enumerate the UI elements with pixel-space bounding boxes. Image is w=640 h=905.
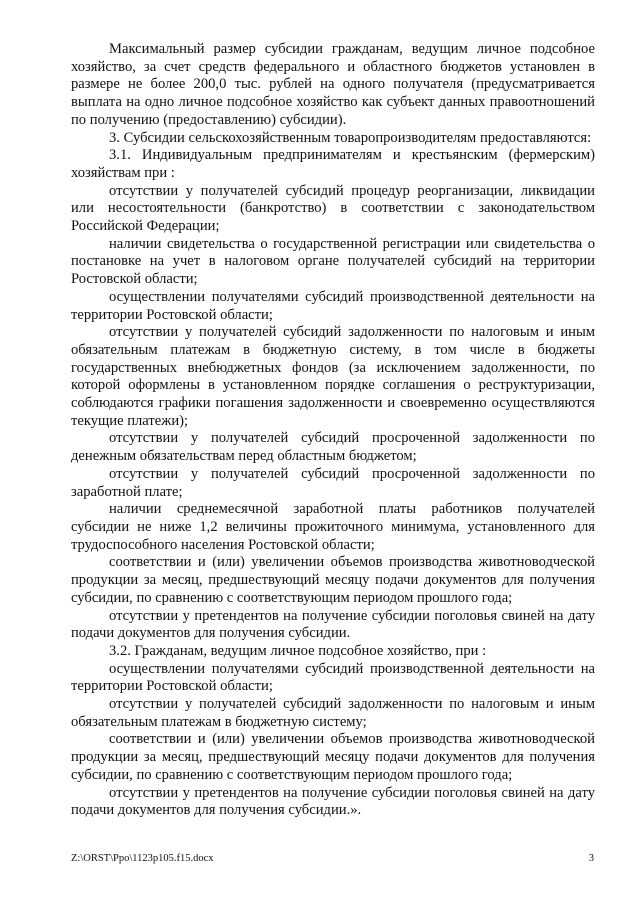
paragraph-condition-activity: осуществлении получателями субсидий производственной деятельности на территории Ростовской области;: [71, 288, 595, 323]
paragraph-condition-no-wage-debt: отсутствии у получателей субсидий просроченной задолженности по заработной плате;: [71, 465, 595, 500]
footer-page-number: 3: [588, 853, 594, 864]
paragraph-condition-average-wage: наличии среднемесячной заработной платы работников получателей субсидии не ниже 1,2 величины прожиточного минимума, установленного для трудоспособного населения Ростовской области;: [71, 501, 595, 553]
paragraph-condition-production-volume: соответствии и (или) увеличении объемов производства животноводческой продукции за месяц, предшествующий месяцу подачи документов для получения субсидии, по сравнению с соответствующим периодом прошлого года;: [71, 554, 595, 606]
paragraph-household-no-tax-debt: отсутствии у получателей субсидий задолженности по налоговым и иным обязательным платежам в бюджетную систему;: [71, 696, 595, 730]
paragraph-condition-no-reorganization: отсутствии у получателей субсидий процедур реорганизации, ликвидации или несостоятельности (банкротство) в соответствии с законодательством Российской Федерации;: [71, 182, 595, 235]
paragraph-household-activity: осуществлении получателями субсидий производственной деятельности на территории Ростовской области;: [71, 660, 595, 695]
paragraph-section-3-1: 3.1. Индивидуальным предпринимателям и крестьянским (фермерским) хозяйствам при :: [71, 147, 595, 181]
paragraph-condition-no-tax-debt: отсутствии у получателей субсидий задолженности по налоговым и иным обязательным платежам в бюджетную систему, в том числе в бюджеты государственных внебюджетных фондов (за исключением задолженности, по которой оформлены в установленном порядке соглашения о реструктуризации, соблюдаются графики погашения задолженности и своевременно осуществляются текущие платежи);: [71, 324, 595, 429]
paragraph-household-production-volume: соответствии и (или) увеличении объемов производства животноводческой продукции за месяц, предшествующий месяцу подачи документов для получения субсидии, по сравнению с соответствующим периодом прошлого года;: [71, 731, 595, 783]
document-body: [71, 41, 595, 820]
paragraph-section-3-2: 3.2. Гражданам, ведущим личное подсобное хозяйство, при :: [109, 642, 487, 659]
paragraph-condition-registration: наличии свидетельства о государственной регистрации или свидетельства о постановке на учет в налоговом органе получателей субсидий на территории Ростовской области;: [71, 235, 595, 288]
paragraph-condition-no-budget-debt: отсутствии у получателей субсидий просроченной задолженности по денежным обязательствам перед областным бюджетом;: [71, 430, 595, 465]
footer-file-path: Z:\ORST\Ppo\1123p105.f15.docx: [71, 853, 214, 864]
paragraph-section-3: 3. Субсидии сельскохозяйственным товаропроизводителям предоставляются:: [109, 129, 592, 146]
paragraph-max-subsidy: Максимальный размер субсидии гражданам, ведущим личное подсобное хозяйство, за счет средств федерального и областного бюджетов установлен в размере не более 200,0 тыс. рублей на одного получателя (предусматривается выплата на одно личное подсобное хозяйство как субъект данных правоотношений по получению (предоставлению) субсидии).: [71, 41, 595, 128]
paragraph-household-no-pigs: отсутствии у претендентов на получение субсидии поголовья свиней на дату подачи документов для получения субсидии.».: [71, 784, 595, 819]
paragraph-condition-no-pigs: отсутствии у претендентов на получение субсидии поголовья свиней на дату подачи документов для получения субсидии.: [71, 607, 595, 642]
